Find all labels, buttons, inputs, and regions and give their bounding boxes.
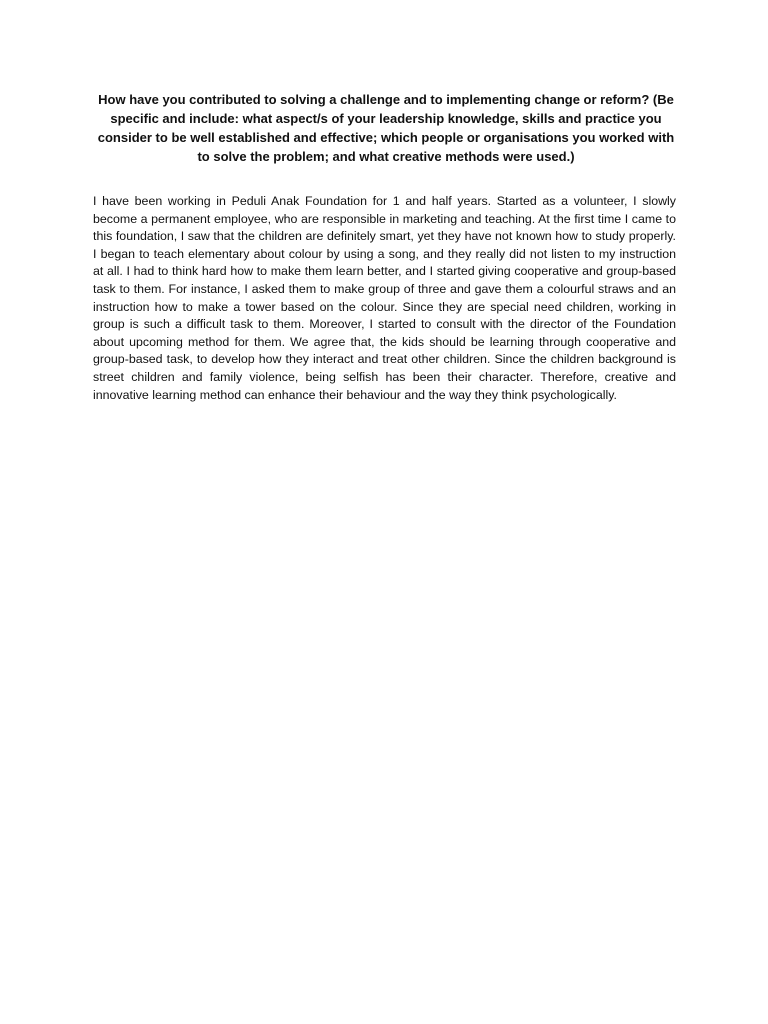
question-heading: How have you contributed to solving a challenge and to implementing change or reform? (Be specific and include: what aspect/s of your leadership knowledge, skills and practice you consider to be well established and effective; which people or organisations you worked with to solve the problem; and what creative methods were used.): [97, 92, 675, 164]
answer-paragraph: I have been working in Peduli Anak Foundation for 1 and half years. Started as a volunteer, I slowly become a permanent employee, who are responsible in marketing and teaching. At the first time I came to this foundation, I saw that the children are definitely smart, yet they have not known how to study properly. I began to teach elementary about colour by using a song, and they really did not listen to my instruction at all. I had to think hard how to make them learn better, and I started giving cooperative and group-based task to them. For instance, I asked them to make group of three and gave them a colourful straws and an instruction how to make a tower based on the colour. Since they are special need children, working in group is such a difficult task to them. Moreover, I started to consult with the director of the Foundation about upcoming method for them. We agree that, the kids should be learning through cooperative and group-based task, to develop how they interact and treat other children. Since the children background is street children and family violence, being selfish has been their character. Therefore, creative and innovative learning method can enhance their behaviour and the way they think psychologically.: [93, 194, 676, 402]
